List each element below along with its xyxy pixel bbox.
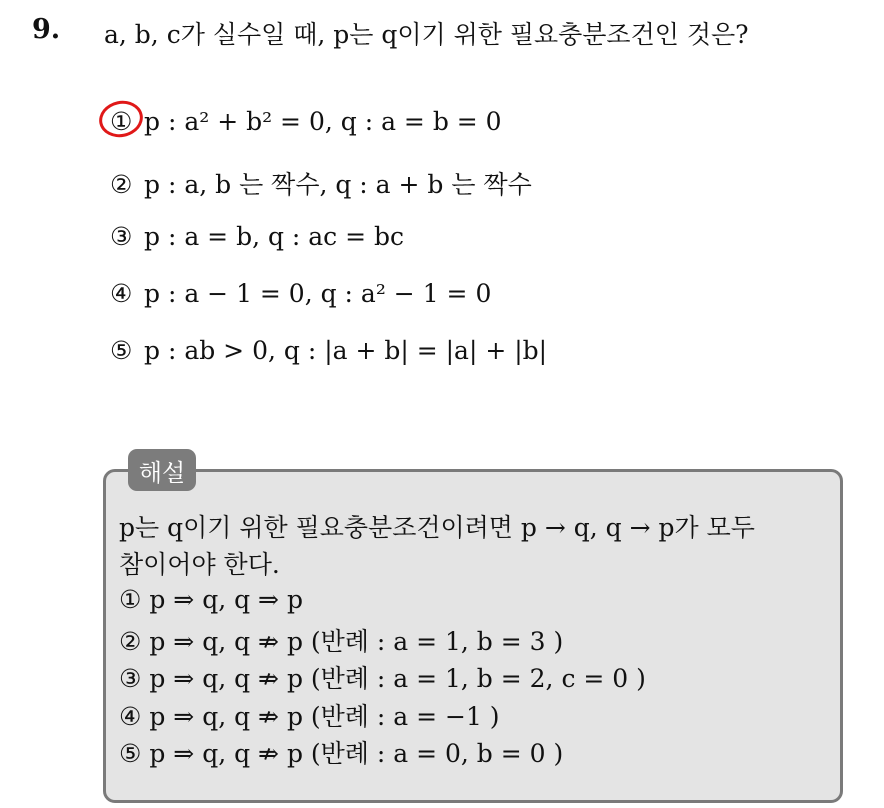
option-3-text: p : a = b, q : ac = bc [144, 222, 405, 251]
option-5[interactable] [110, 336, 547, 365]
option-1-number: ① [110, 107, 133, 136]
solution-intro-line-2: 참이어야 한다. [119, 550, 280, 579]
option-1-text: p : a² + b² = 0, q : a = b = 0 [144, 107, 502, 136]
option-5-number: ⑤ [110, 336, 133, 365]
option-1[interactable] [110, 107, 502, 136]
solution-line-1: ① p ⇒ q, q ⇒ p [119, 585, 303, 614]
solution-label: 해설 [128, 449, 196, 491]
option-2-number: ② [110, 170, 133, 199]
option-4[interactable] [110, 279, 491, 308]
solution-line-3: ③ p ⇒ q, q ⇏ p (반례 : a = 1, b = 2, c = 0 ) [119, 664, 646, 693]
option-4-text: p : a − 1 = 0, q : a² − 1 = 0 [144, 279, 492, 308]
solution-intro-line-1: p는 q이기 위한 필요충분조건이려면 p → q, q → p가 모두 [119, 513, 755, 542]
option-3-number: ③ [110, 222, 133, 251]
question-number: 9. [32, 14, 61, 45]
solution-line-4: ④ p ⇒ q, q ⇏ p (반례 : a = −1 ) [119, 702, 500, 731]
solution-line-5: ⑤ p ⇒ q, q ⇏ p (반례 : a = 0, b = 0 ) [119, 739, 564, 768]
solution-line-2: ② p ⇒ q, q ⇏ p (반례 : a = 1, b = 3 ) [119, 627, 564, 656]
option-2-text: p : a, b 는 짝수, q : a + b 는 짝수 [144, 170, 532, 199]
option-4-number: ④ [110, 279, 133, 308]
option-5-text: p : ab > 0, q : |a + b| = |a| + |b| [144, 336, 548, 365]
question-text: a, b, c가 실수일 때, p는 q이기 위한 필요충분조건인 것은? [104, 20, 749, 49]
option-2[interactable] [110, 165, 532, 201]
option-3[interactable] [110, 222, 404, 251]
